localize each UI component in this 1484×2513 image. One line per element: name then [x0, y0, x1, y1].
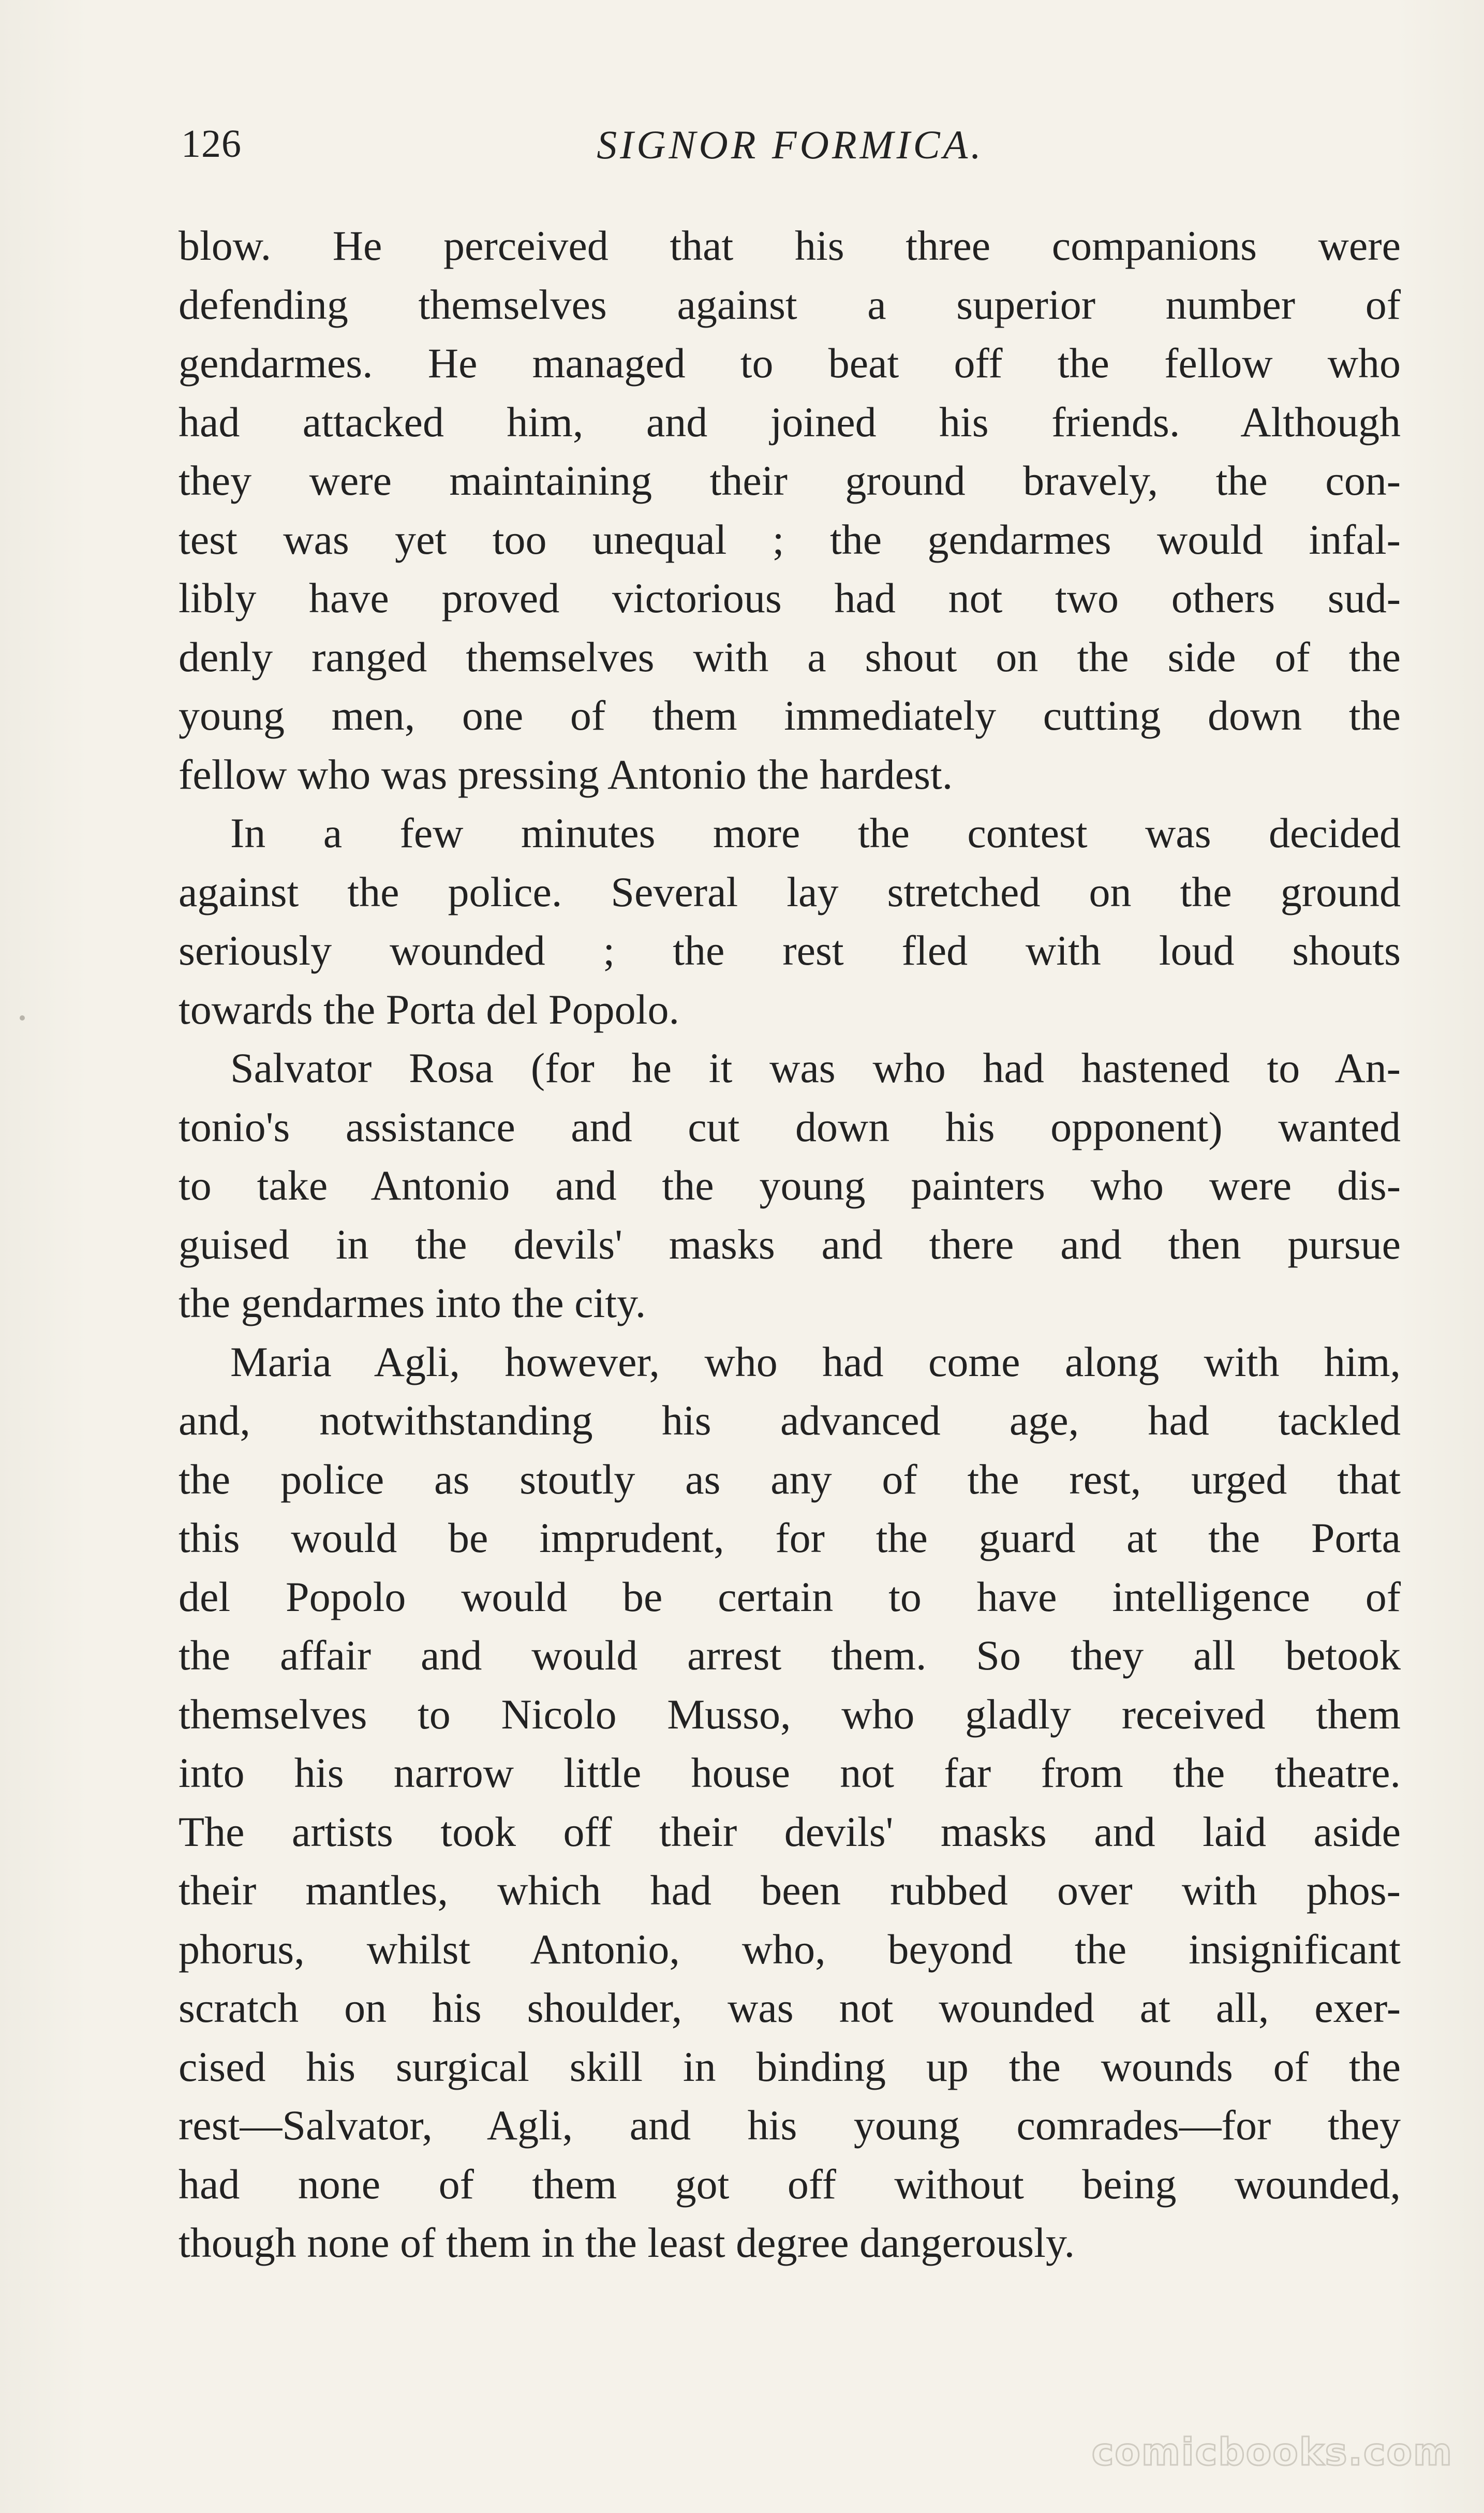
- text-line: test was yet too unequal ; the gendarmes would infal-: [179, 515, 1401, 563]
- text-line: phorus, whilst Antonio, who, beyond the insignificant: [179, 1925, 1401, 1973]
- text-line: towards the Porta del Popolo.: [179, 985, 679, 1033]
- text-line: gendarmes. He managed to beat off the fellow who: [179, 339, 1401, 387]
- text-line: themselves to Nicolo Musso, who gladly received them: [179, 1690, 1401, 1738]
- text-line: cised his surgical skill in binding up the wounds of the: [179, 2043, 1401, 2090]
- text-line: scratch on his shoulder, was not wounded at all, exer-: [179, 1984, 1401, 2031]
- text-line: fellow who was pressing Antonio the hardest.: [179, 750, 953, 798]
- text-line: against the police. Several lay stretched on the ground: [179, 868, 1401, 915]
- text-line: denly ranged themselves with a shout on the side of the: [179, 633, 1401, 681]
- watermark: comicbooks.com: [1091, 2430, 1453, 2474]
- text-line: seriously wounded ; the rest fled with loud shouts: [179, 927, 1401, 974]
- text-line: the police as stoutly as any of the rest, urged that: [179, 1455, 1401, 1503]
- text-line: their mantles, which had been rubbed over with phos-: [179, 1867, 1401, 1914]
- text-line: had none of them got off without being wounded,: [179, 2160, 1401, 2208]
- body-text: [179, 216, 1401, 2272]
- page-number: 126: [181, 122, 242, 166]
- text-line: this would be imprudent, for the guard at the Porta: [179, 1514, 1401, 1561]
- text-line: defending themselves against a superior number of: [179, 280, 1401, 328]
- text-line: had attacked him, and joined his friends. Although: [179, 398, 1401, 446]
- text-line: Maria Agli, however, who had come along with him,: [230, 1338, 1401, 1385]
- text-line: guised in the devils' masks and there and then pursue: [179, 1220, 1401, 1268]
- text-line: The artists took off their devils' masks and laid aside: [179, 1808, 1401, 1855]
- text-line: young men, one of them immediately cutting down the: [179, 692, 1401, 739]
- text-line: and, notwithstanding his advanced age, had tackled: [179, 1397, 1401, 1444]
- text-line: they were maintaining their ground bravely, the con-: [179, 457, 1401, 504]
- text-line: though none of them in the least degree dangerously.: [179, 2219, 1075, 2266]
- margin-speck: [20, 1015, 25, 1021]
- text-line: blow. He perceived that his three companions were: [179, 222, 1401, 269]
- text-line: the affair and would arrest them. So they all betook: [179, 1632, 1401, 1679]
- page-header: [181, 122, 1400, 179]
- text-line: the gendarmes into the city.: [179, 1279, 646, 1326]
- text-line: Salvator Rosa (for he it was who had hastened to An-: [230, 1044, 1401, 1091]
- text-line: rest—Salvator, Agli, and his young comrades—for they: [179, 2102, 1401, 2149]
- text-line: to take Antonio and the young painters who were dis-: [179, 1162, 1401, 1209]
- text-line: del Popolo would be certain to have intelligence of: [179, 1573, 1401, 1620]
- text-line: into his narrow little house not far from the theatre.: [179, 1749, 1401, 1796]
- text-line: tonio's assistance and cut down his opponent) wanted: [179, 1103, 1401, 1150]
- running-title: SIGNOR FORMICA.: [597, 122, 984, 167]
- text-line: In a few minutes more the contest was decided: [230, 809, 1401, 856]
- text-line: libly have proved victorious had not two others sud-: [179, 574, 1401, 622]
